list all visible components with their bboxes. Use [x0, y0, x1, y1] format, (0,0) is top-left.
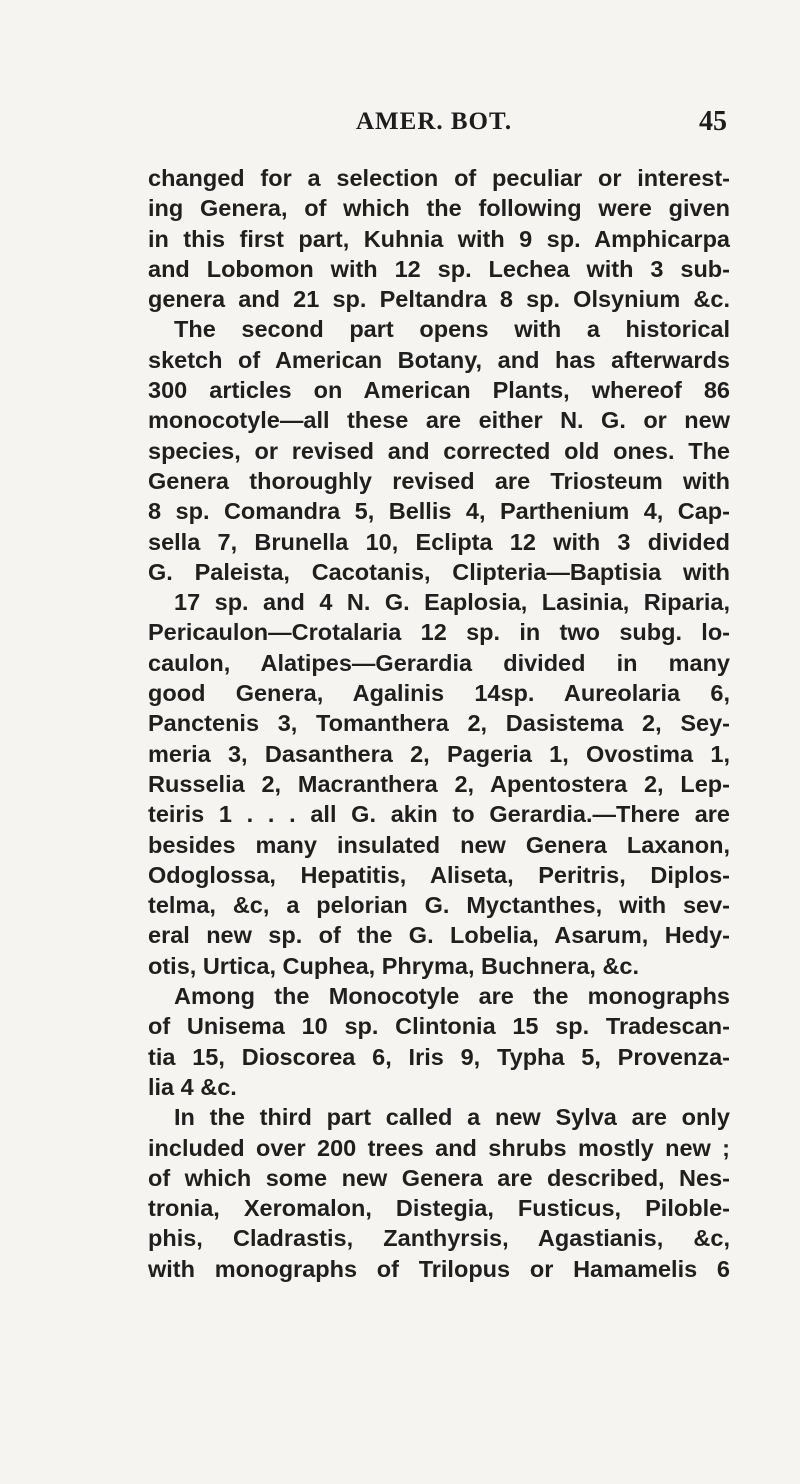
text-line: of Unisema 10 sp. Clintonia 15 sp. Tradescan- [148, 1013, 730, 1040]
text-line: with monographs of Trilopus or Hamamelis 6 [148, 1255, 730, 1282]
text-line: species, or revised and corrected old ones. The [148, 437, 730, 464]
text-line: Among the Monocotyle are the monographs [174, 983, 730, 1010]
text-line: The second part opens with a historical [174, 316, 730, 343]
text-line: good Genera, Agalinis 14sp. Aureolaria 6, [148, 680, 730, 707]
text-line: besides many insulated new Genera Laxanon, [148, 831, 730, 858]
text-line: meria 3, Dasanthera 2, Pageria 1, Ovostima 1, [148, 740, 730, 767]
text-line: Panctenis 3, Tomanthera 2, Dasistema 2, Sey- [148, 710, 730, 737]
text-line: Odoglossa, Hepatitis, Aliseta, Peritris, Diplos- [148, 861, 730, 888]
text-line: sella 7, Brunella 10, Eclipta 12 with 3 divided [148, 528, 730, 555]
text-line: Pericaulon—Crotalaria 12 sp. in two subg. lo- [148, 619, 730, 646]
running-head: AMER. BOT. [356, 108, 513, 135]
text-line: caulon, Alatipes—Gerardia divided in many [148, 649, 730, 676]
text-line: 8 sp. Comandra 5, Bellis 4, Parthenium 4, Cap- [148, 498, 730, 525]
text-line: 300 articles on American Plants, whereof 86 [148, 377, 730, 404]
text-line: In the third part called a new Sylva are only [174, 1104, 730, 1131]
text-line: sketch of American Botany, and has afterwards [148, 346, 730, 373]
text-line: monocotyle—all these are either N. G. or new [148, 407, 730, 434]
text-line: Genera thoroughly revised are Triosteum with [148, 467, 730, 494]
text-line: in this first part, Kuhnia with 9 sp. Amphicarpa [148, 225, 730, 252]
page-header [0, 108, 800, 148]
page-number: 45 [699, 106, 727, 137]
text-line: 17 sp. and 4 N. G. Eaplosia, Lasinia, Riparia, [174, 589, 730, 616]
body-text [148, 163, 730, 1284]
text-line: teiris 1 . . . all G. akin to Gerardia.—There are [148, 801, 730, 828]
text-line: included over 200 trees and shrubs mostly new ; [148, 1134, 730, 1161]
text-line: and Lobomon with 12 sp. Lechea with 3 sub- [148, 255, 730, 282]
text-line: phis, Cladrastis, Zanthyrsis, Agastianis, &c, [148, 1225, 730, 1252]
text-line: changed for a selection of peculiar or interest- [148, 165, 730, 191]
text-line: otis, Urtica, Cuphea, Phryma, Buchnera, &c. [148, 952, 640, 979]
text-line: tia 15, Dioscorea 6, Iris 9, Typha 5, Provenza- [148, 1043, 730, 1070]
text-line: ing Genera, of which the following were given [148, 195, 730, 222]
text-line: genera and 21 sp. Peltandra 8 sp. Olsynium &c. [148, 286, 730, 313]
text-line: lia 4 &c. [148, 1073, 237, 1100]
text-line: tronia, Xeromalon, Distegia, Fusticus, Piloble- [148, 1195, 730, 1222]
text-line: of which some new Genera are described, Nes- [148, 1164, 730, 1191]
text-line: telma, &c, a pelorian G. Myctanthes, with sev- [148, 892, 730, 919]
text-line: Russelia 2, Macranthera 2, Apentostera 2, Lep- [148, 770, 730, 797]
text-line: eral new sp. of the G. Lobelia, Asarum, Hedy- [148, 922, 730, 949]
text-line: G. Paleista, Cacotanis, Clipteria—Baptisia with [148, 558, 730, 585]
